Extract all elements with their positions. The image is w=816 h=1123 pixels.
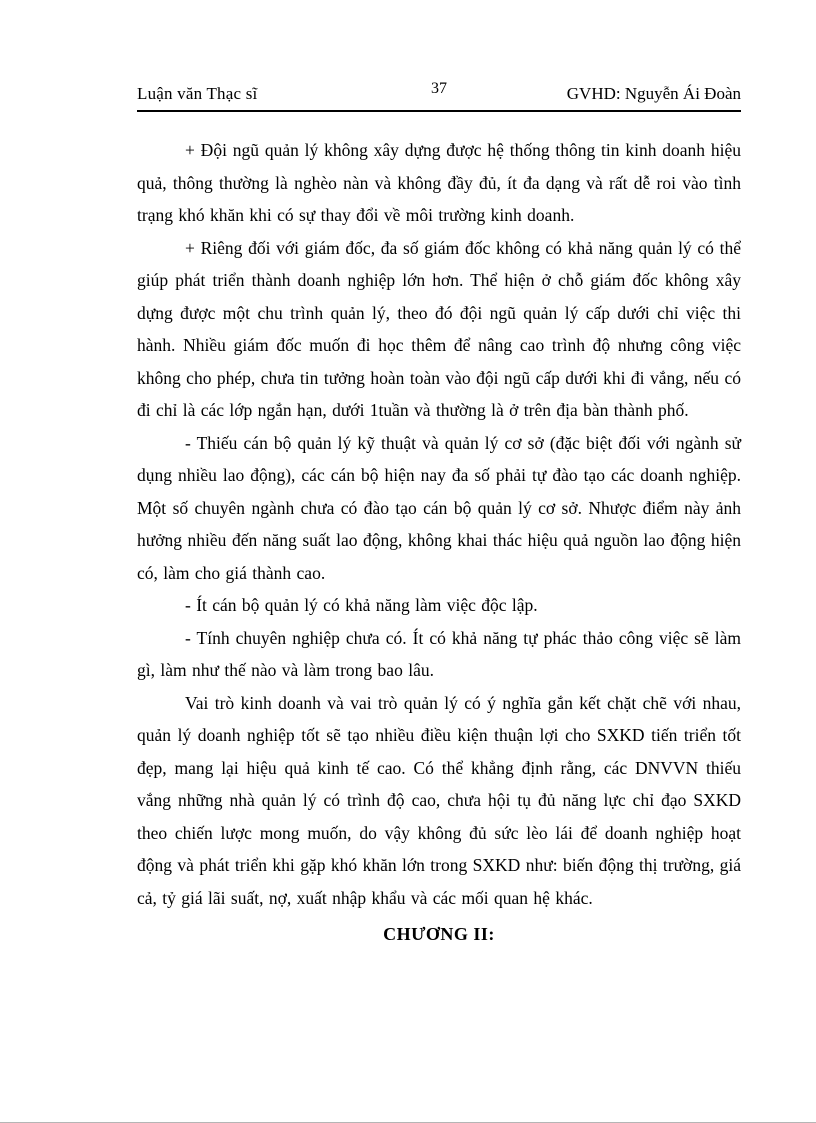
page-header — [137, 80, 741, 112]
paragraph: Vai trò kinh doanh và vai trò quản lý có ý nghĩa gắn kết chặt chẽ với nhau, quản lý doanh nghiệp tốt sẽ tạo nhiều điều kiện thuận lợi cho SXKD tiến triển tốt đẹp, mang lại hiệu quả kinh tế cao. Có thể khẳng định rằng, các DNVVN thiếu vắng những nhà quản lý có trình độ cao, chưa hội tụ đủ năng lực chỉ đạo SXKD theo chiến lược mong muốn, do vậy không đủ sức lèo lái để doanh nghiệp hoạt động và phát triển khi gặp khó khăn lớn trong SXKD như: biến động thị trường, giá cả, tỷ giá lãi suất, nợ, xuất nhập khẩu và các mối quan hệ khác. — [137, 692, 741, 908]
paragraph: - Thiếu cán bộ quản lý kỹ thuật và quản lý cơ sở (đặc biệt đối với ngành sử dụng nhiều lao động), các cán bộ hiện nay đa số phải tự đào tạo các doanh nghiệp. Một số chuyên ngành chưa có đào tạo cán bộ quản lý cơ sở. Nhược điểm này ảnh hưởng nhiều đến năng suất lao động, không khai thác hiệu quả nguồn lao động hiện có, làm cho giá thành cao. — [137, 432, 741, 583]
paragraph: + Riêng đối với giám đốc, đa số giám đốc không có khả năng quản lý có thể giúp phát triển thành doanh nghiệp lớn hơn. Thể hiện ở chỗ giám đốc không xây dựng được một chu trình quản lý, theo đó đội ngũ quản lý cấp dưới chỉ việc thi hành. Nhiều giám đốc muốn đi học thêm để nâng cao trình độ nhưng công việc không cho phép, chưa tin tưởng hoàn toàn vào đội ngũ cấp dưới khi đi vắng, nếu có đi chỉ là các lớp ngắn hạn, dưới 1tuần và thường là ở trên địa bàn thành phố. — [137, 237, 741, 420]
document-title: Luận văn Thạc sĩ — [137, 84, 258, 103]
chapter-heading: CHƯƠNG II: — [383, 924, 495, 944]
advisor-name: GVHD: Nguyễn Ái Đoàn — [566, 84, 741, 103]
paragraph: + Đội ngũ quản lý không xây dựng được hệ thống thông tin kinh doanh hiệu quả, thông thường là nghèo nàn và không đầy đủ, ít đa dạng và rất dễ roi vào tình trạng khó khăn khi có sự thay đổi về môi trường kinh doanh. — [137, 140, 741, 225]
page-number: 37 — [431, 80, 447, 97]
page-content — [137, 80, 741, 951]
paragraph: - Tính chuyên nghiệp chưa có. Ít có khả năng tự phác thảo công việc sẽ làm gì, làm như thế nào và làm trong bao lâu. — [137, 627, 741, 680]
document-body — [137, 134, 741, 951]
paragraph: - Ít cán bộ quản lý có khả năng làm việc độc lập. — [185, 595, 538, 615]
